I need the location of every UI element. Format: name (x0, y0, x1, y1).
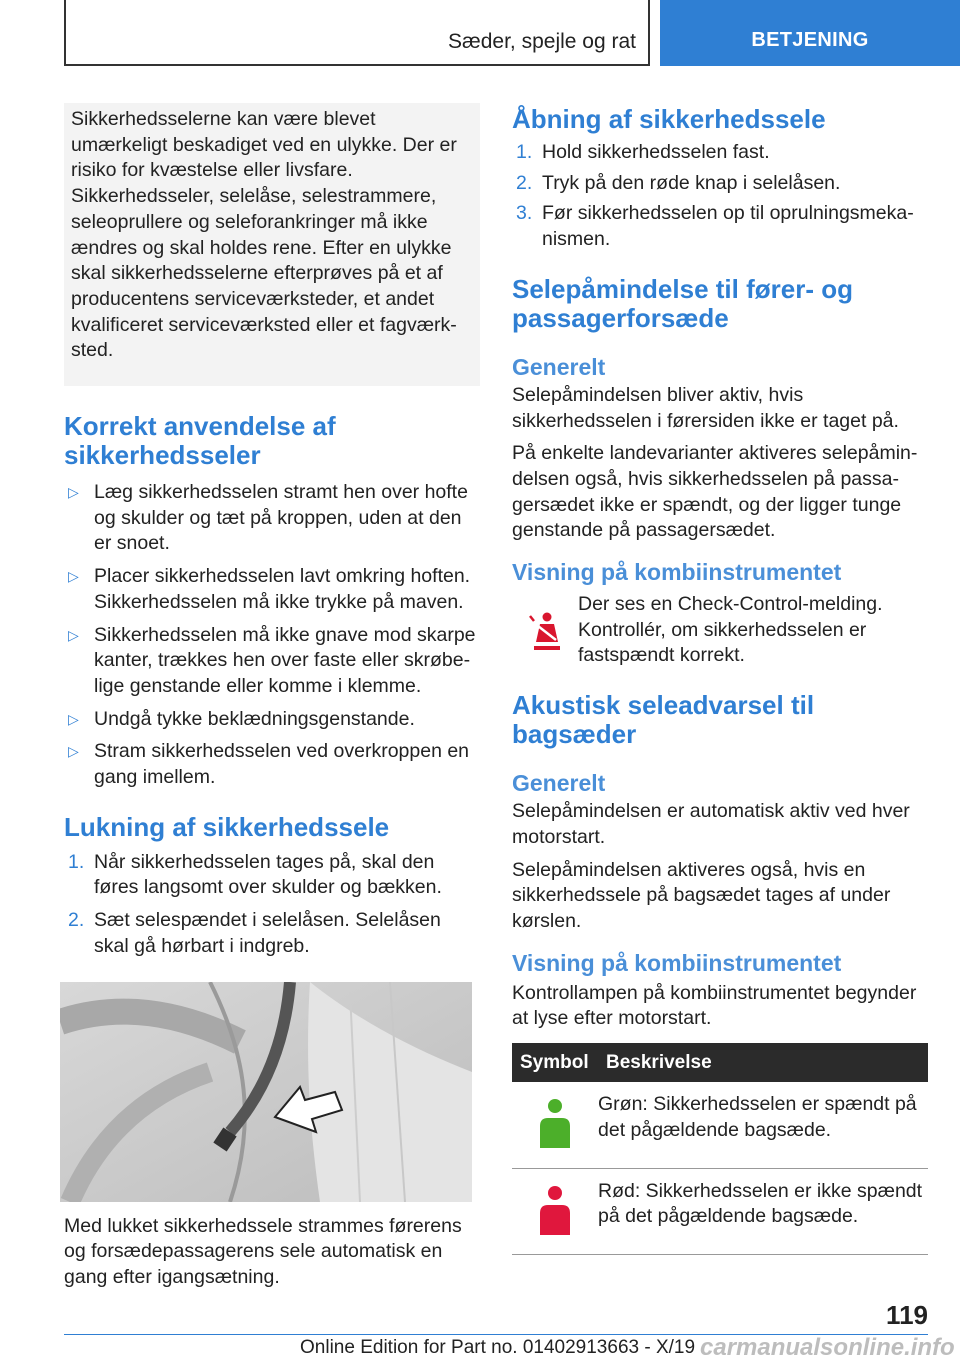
edition-text: Online Edition for Part no. 01402913663 - X/19 (300, 1337, 696, 1358)
list-item: 2. Sæt selespændet i selelåsen. Selelåsen skal gå hørbart i indgreb. (68, 909, 441, 957)
list-item: ▷ Læg sikkerhedsselen stramt hen over hofte og skulder og tæt på kroppen, uden at den er snoet. (68, 481, 468, 555)
triangle-bullet-icon: ▷ (68, 710, 79, 727)
table-row (512, 1168, 928, 1255)
warning-box: Sikkerhedsselerne kan være blevet umærkeligt beskadiget ved en ulykke. Der er risiko for kvæstelse eller livsfare. Sikkerhedsseler, selelåse, selestrammere, seleoprullere og seleforankringer må ikke ændres og skal holdes rene. Efter en ulykke skal sikkerhedsselerne efterprøves på et af producentens serviceværksteder, et andet kvalificeret serviceværksted eller et fagværksted. (64, 103, 480, 386)
left-column (64, 103, 480, 1291)
col-symbol: Symbol (512, 1043, 598, 1082)
list-item: 1. Når sikkerhedsselen tages på, skal den føres langsomt over skulder og bækken. (68, 850, 442, 899)
general-text-2: På enkelte landevarianter aktiveres selepåmindelsen også, hvis sikkerhedsselen på passagersædet ikke er spændt, og der ligger tunge genstande på passagersædet. (512, 442, 918, 542)
heading-closing: Lukning af sikkerhedssele (64, 811, 390, 842)
list-item: 2. Tryk på den røde knap i selelåsen. (516, 171, 841, 194)
heading-reminder: Selepåmindelse til fører- og passagerforsæde (512, 273, 853, 333)
general-text-4: Selepåmindelsen aktiveres også, hvis en sikkerhedssele på bagsædet tages af under kørslen. (512, 858, 891, 932)
list-item: 1. Hold sikkerhedsselen fast. (516, 141, 770, 163)
table-row (512, 1082, 928, 1168)
opening-steps (512, 140, 928, 253)
page-number: 119 (886, 1300, 928, 1330)
col-description: Beskrivelse (598, 1043, 928, 1082)
red-seat-icon (538, 1185, 572, 1237)
list-item: 3. Før sikkerhedsselen op til oprulningsmekanismen. (516, 202, 914, 251)
heading-display-2: Visning på kombiinstrumentet (512, 949, 842, 976)
triangle-bullet-icon: ▷ (68, 484, 79, 501)
green-seat-icon (538, 1098, 572, 1150)
list-item: ▷ Stram sikkerhedsselen ved overkroppen en gang imellem. (68, 740, 470, 789)
symbol-table (512, 1043, 928, 1255)
belt-tension-text: Med lukket sikkerhedssele strammes førerens og forsædepassagerens sele automatisk en gang efter igangsætning. (64, 1214, 462, 1288)
heading-opening: Åbning af sikkerhedssele (512, 104, 826, 134)
heading-general-1: Generelt (512, 353, 606, 380)
seatbelt-buckle-illustration (60, 982, 472, 1202)
seatbelt-photo (60, 982, 472, 1202)
watermark: carmanualsonline.info (700, 1334, 955, 1361)
seatbelt-warning-icon (528, 612, 562, 652)
triangle-bullet-icon: ▷ (68, 626, 79, 643)
display-text-1: Der ses en Check-Control-melding. Kontrollér, om sikkerhedsselen er fastspændt korrekt. (578, 593, 883, 667)
section-title: Sæder, spejle og rat (448, 30, 636, 53)
chapter-tab[interactable]: BETJENING (660, 0, 960, 66)
triangle-bullet-icon: ▷ (68, 568, 79, 585)
list-item: ▷ Sikkerhedsselen må ikke gnave mod skarpe kanter, trækkes hen over faste eller skrøbelige genstande eller komme i klemme. (68, 623, 476, 697)
description-cell: Rød: Sikkerhedsselen er ikke spændt på det pågældende bagsæde. (598, 1168, 928, 1255)
symbol-cell (512, 1168, 598, 1255)
list-item: ▷ Undgå tykke beklædningsgenstande. (64, 707, 480, 733)
heading-acoustic: Akustisk seleadvarsel til bagsæder (512, 690, 815, 750)
list-item: ▷ Placer sikkerhedsselen lavt omkring hoften. Sikkerhedsselen må ikke trykke på maven. (68, 565, 471, 613)
triangle-bullet-icon: ▷ (68, 743, 79, 760)
closing-steps (64, 850, 480, 960)
general-text-1: Selepåmindelsen bliver aktiv, hvis sikkerhedsselen i førersiden ikke er taget på. (512, 383, 899, 432)
right-column (512, 103, 928, 1255)
heading-correct-use: Korrekt anvendelse af sikkerhedsseler (64, 411, 336, 471)
correct-use-list (64, 480, 480, 791)
general-text-3: Selepåmindelsen er automatisk aktiv ved hver motorstart. (512, 800, 910, 848)
heading-display-1: Visning på kombiinstrumentet (512, 559, 842, 586)
heading-general-2: Generelt (512, 770, 606, 797)
symbol-cell (512, 1082, 598, 1168)
description-cell: Grøn: Sikkerhedsselen er spændt på det pågældende bagsæde. (598, 1082, 928, 1168)
display-block-1 (512, 592, 928, 669)
display-text-2: Kontrollampen på kombiinstrumentet begynder at lyse efter motorstart. (512, 981, 917, 1030)
